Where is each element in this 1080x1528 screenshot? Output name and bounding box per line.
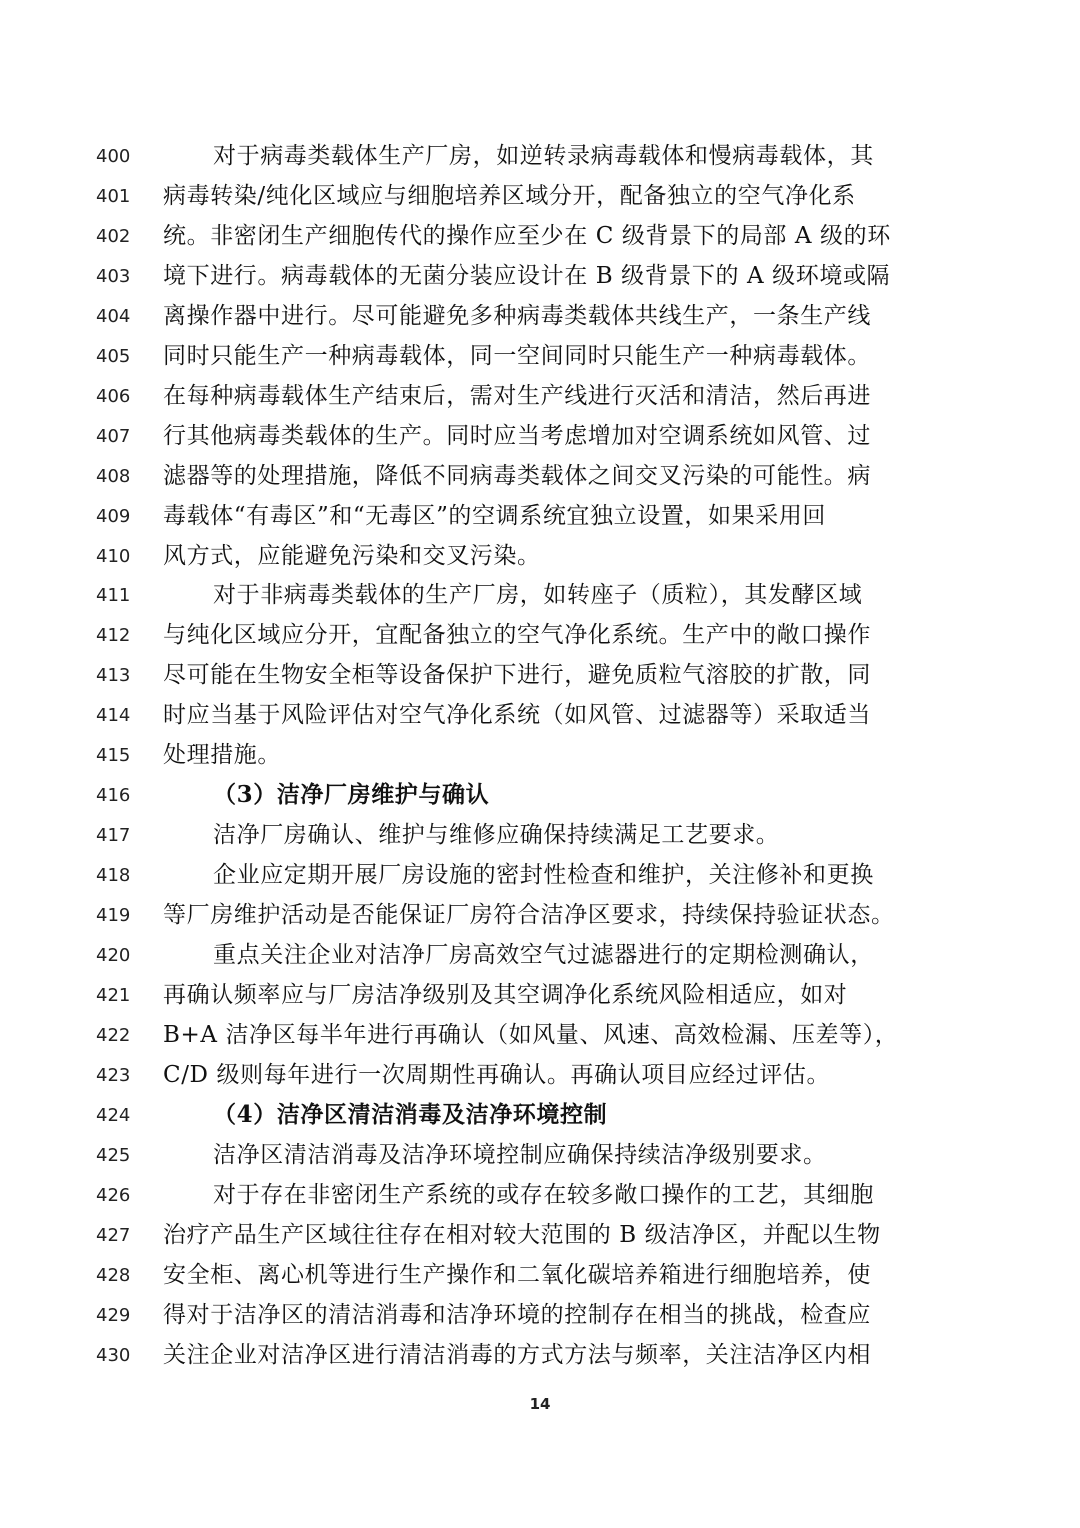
line-text: 安全柜、离心机等进行生产操作和二氧化碳培养箱进行细胞培养，使 [163,1261,871,1288]
document-line [0,1299,1080,1339]
line-number: 414 [96,705,131,727]
line-text: 重点关注企业对洁净厂房高效空气过滤器进行的定期检测确认， [213,942,874,968]
line-number: 424 [96,1104,131,1126]
line-text: B+A 洁净区每半年进行再确认（如风量、风速、高效检漏、压差等）， [163,1021,899,1048]
line-number: 426 [96,1184,131,1206]
line-text: 洁净区清洁消毒及洁净环境控制应确保持续洁净级别要求。 [213,1141,827,1168]
line-number: 411 [96,585,131,607]
line-number: 404 [96,305,131,327]
line-number: 416 [96,785,131,807]
line-text: 处理措施。 [163,742,281,769]
document-line [0,819,1080,859]
document-line [0,460,1080,500]
document-line [0,300,1080,340]
line-text: 行其他病毒类载体的生产。同时应当考虑增加对空调系统如风管、过 [163,422,871,449]
line-text: 再确认频率应与厂房洁净级别及其空调净化系统风险相适应，如对 [163,981,848,1008]
document-line [0,420,1080,460]
line-number: 412 [96,625,131,647]
document-line [0,739,1080,779]
document-line [0,579,1080,619]
document-line [0,220,1080,260]
line-number: 401 [96,185,131,207]
document-line [0,1339,1080,1379]
line-number: 410 [96,545,131,567]
document-line [0,859,1080,899]
section-heading: （4）洁净区清洁消毒及洁净环境控制 [213,1100,608,1128]
line-text: 洁净厂房确认、维护与维修应确保持续满足工艺要求。 [213,822,780,849]
line-number: 415 [96,745,131,767]
line-text: 企业应定期开展厂房设施的密封性检查和维护，关注修补和更换 [213,862,874,889]
line-number: 428 [96,1264,131,1286]
document-line [0,140,1080,180]
line-text: 时应当基于风险评估对空气净化系统（如风管、过滤器等）采取适当 [163,702,871,729]
line-number: 430 [96,1344,131,1366]
document-line [0,1059,1080,1099]
line-text: 境下进行。病毒载体的无菌分装应设计在 B 级背景下的 A 级环境或隔 [163,262,891,289]
document-line [0,380,1080,420]
document-line [0,979,1080,1019]
line-number: 402 [96,225,131,247]
line-text: 对于非病毒类载体的生产厂房，如转座子（质粒），其发酵区域 [213,582,863,609]
line-number: 425 [96,1144,131,1166]
line-text: 毒载体“有毒区”和“无毒区”的空调系统宜独立设置，如果采用回 [163,502,827,529]
line-number: 403 [96,265,131,287]
line-text: 统。非密闭生产细胞传代的操作应至少在 C 级背景下的局部 A 级的环 [163,222,891,249]
document-line [0,540,1080,580]
document-line [0,779,1080,819]
line-text: 离操作器中进行。尽可能避免多种病毒类载体共线生产，一条生产线 [163,302,871,329]
line-number: 429 [96,1304,131,1326]
document-line [0,1259,1080,1299]
line-number: 427 [96,1224,131,1246]
document-line [0,1099,1080,1139]
line-number: 409 [96,505,131,527]
line-number: 406 [96,385,131,407]
line-number: 408 [96,465,131,487]
line-number: 421 [96,984,131,1006]
line-text: 对于存在非密闭生产系统的或存在较多敞口操作的工艺，其细胞 [213,1181,874,1208]
line-text: 在每种病毒载体生产结束后，需对生产线进行灭活和清洁，然后再进 [163,382,871,409]
line-number: 420 [96,945,131,966]
line-number: 418 [96,865,131,887]
page-number: 14 [529,1395,551,1413]
line-text: 治疗产品生产区域往往存在相对较大范围的 B 级洁净区，并配以生物 [163,1221,881,1248]
document-line [0,1219,1080,1259]
document-line [0,619,1080,659]
line-text: 与纯化区域应分开，宜配备独立的空气净化系统。生产中的敞口操作 [163,622,871,649]
document-line [0,260,1080,300]
document-line [0,699,1080,739]
line-text: C/D 级则每年进行一次周期性再确认。再确认项目应经过评估。 [163,1061,831,1088]
line-text: 风方式，应能避免污染和交叉污染。 [163,542,541,569]
document-line [0,939,1080,979]
line-number: 405 [96,345,131,367]
document-line [0,180,1080,220]
line-text: 滤器等的处理措施，降低不同病毒类载体之间交叉污染的可能性。病 [163,462,871,489]
document-line [0,1139,1080,1179]
line-text: 等厂房维护活动是否能保证厂房符合洁净区要求，持续保持验证状态。 [163,902,895,929]
section-heading: （3）洁净厂房维护与确认 [213,781,490,809]
line-text: 尽可能在生物安全柜等设备保护下进行，避免质粒气溶胶的扩散，同 [163,662,871,689]
line-number: 417 [96,825,131,847]
line-text: 同时只能生产一种病毒载体，同一空间同时只能生产一种病毒载体。 [163,342,871,369]
line-number: 400 [96,146,131,167]
line-number: 407 [96,425,131,447]
document-line [0,899,1080,939]
document-line [0,340,1080,380]
line-text: 病毒转染/纯化区域应与细胞培养区域分开，配备独立的空气净化系 [163,182,856,209]
line-text: 得对于洁净区的清洁消毒和洁净环境的控制存在相当的挑战，检查应 [163,1301,871,1328]
document-line [0,1179,1080,1219]
line-number: 413 [96,665,131,687]
line-text: 对于病毒类载体生产厂房，如逆转录病毒载体和慢病毒载体，其 [213,143,874,169]
line-number: 422 [96,1024,131,1046]
line-number: 419 [96,905,131,927]
line-number: 423 [96,1064,131,1086]
line-text: 关注企业对洁净区进行清洁消毒的方式方法与频率，关注洁净区内相 [163,1341,871,1368]
document-line [0,500,1080,540]
document-line [0,1019,1080,1059]
document-line [0,659,1080,699]
